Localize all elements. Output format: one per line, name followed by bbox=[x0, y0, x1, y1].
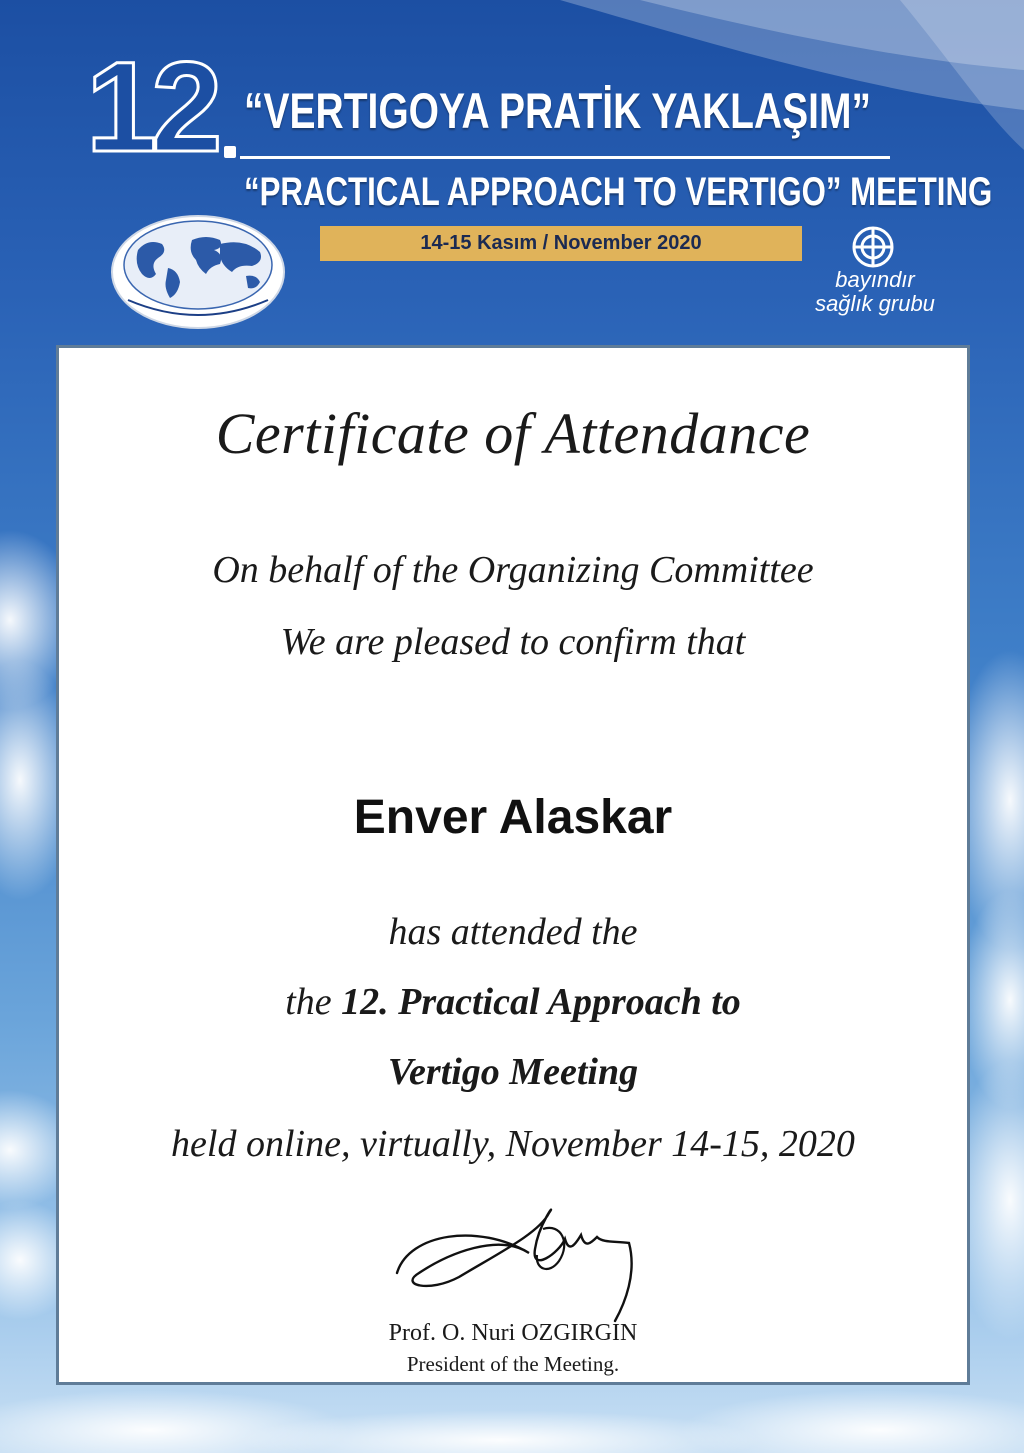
sponsor-name-line2: sağlık grubu bbox=[815, 291, 935, 316]
confirm-line: We are pleased to confirm that bbox=[280, 621, 746, 663]
globe-logo-icon bbox=[108, 210, 288, 340]
meeting-date-bar: 14-15 Kasım / November 2020 bbox=[320, 226, 802, 261]
meeting-held-line: held online, virtually, November 14-15, 2020 bbox=[171, 1123, 855, 1165]
signer-name: Prof. O. Nuri OZGIRGIN bbox=[388, 1320, 638, 1346]
signature-image bbox=[389, 1193, 649, 1328]
meeting-title-english: “PRACTICAL APPROACH TO VERTIGO” MEETING bbox=[244, 170, 993, 214]
meeting-name-line1 bbox=[59, 980, 967, 1024]
meeting-name-bold: 12. Practical Approach to bbox=[341, 981, 741, 1023]
meeting-name-line2: Vertigo Meeting bbox=[387, 1051, 639, 1093]
certificate-panel bbox=[56, 345, 970, 1385]
attended-line: has attended the bbox=[388, 911, 638, 953]
attendee-name: Enver Alaskar bbox=[353, 791, 673, 844]
sponsor-name-line1: bayındır bbox=[835, 267, 915, 292]
meeting-name-prefix: the bbox=[285, 981, 342, 1023]
signer-role: President of the Meeting. bbox=[406, 1352, 620, 1376]
certificate-title: Certificate of Attendance bbox=[215, 401, 811, 466]
meeting-title-turkish: “VERTIGOYA PRATİK YAKLAŞIM” bbox=[244, 83, 871, 139]
sponsor-name bbox=[800, 268, 950, 316]
title-divider bbox=[240, 156, 890, 159]
bayindir-logo-icon bbox=[852, 226, 894, 268]
edition-number: 12 bbox=[86, 36, 217, 179]
organizing-committee-line: On behalf of the Organizing Committee bbox=[212, 549, 814, 591]
edition-number-dot bbox=[224, 146, 236, 158]
